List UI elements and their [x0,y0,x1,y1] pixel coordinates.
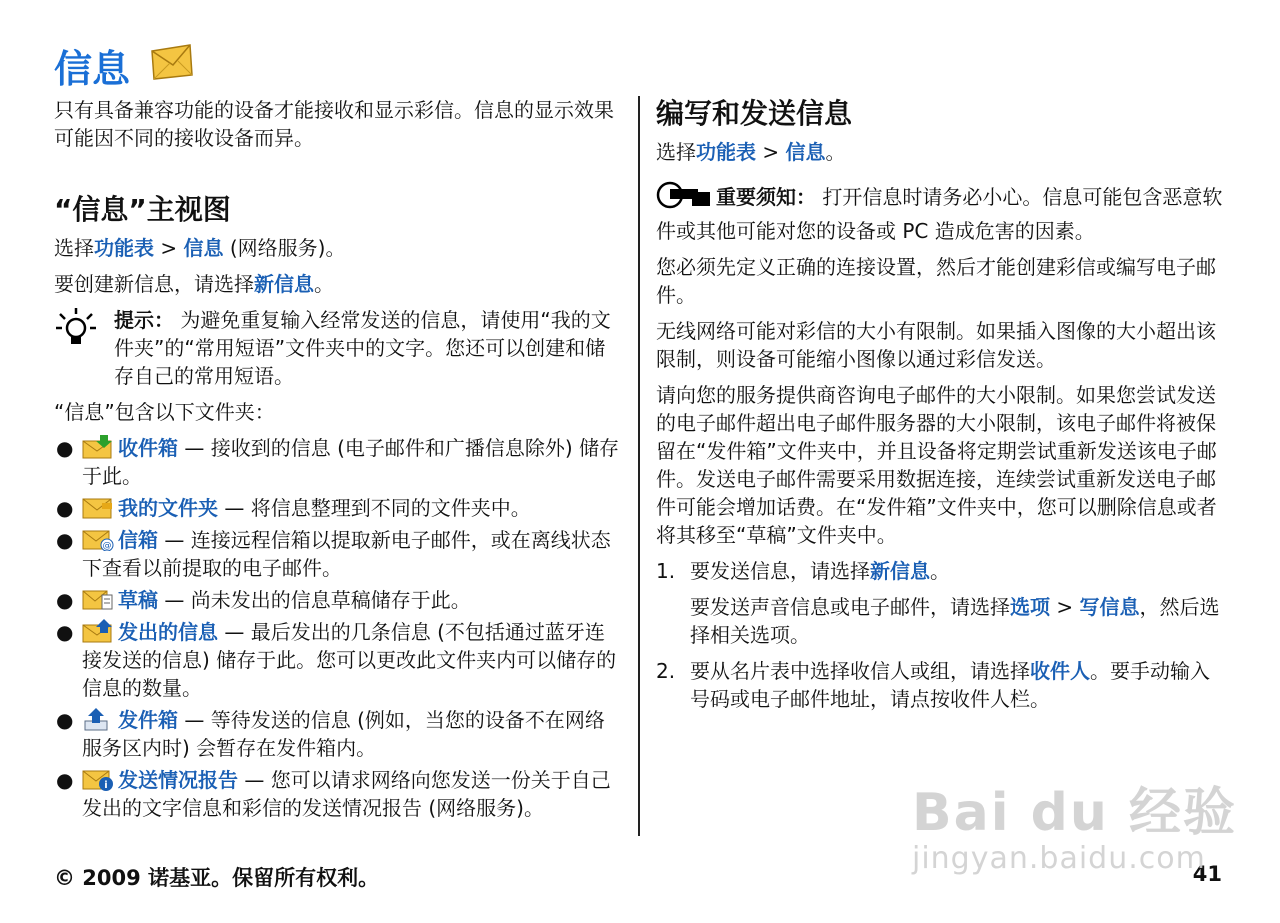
select-path-right: 选择功能表 > 信息。 [656,140,846,164]
folder-name-my-folders[interactable]: 我的文件夹 [118,496,218,520]
create-message-text: 要创建新信息，请选择新信息。 [54,272,334,296]
right-column [656,96,1224,721]
folder-name-inbox[interactable]: 收件箱 [118,436,178,460]
section-title-write-send: 编写和发送信息 [656,97,853,130]
tip-text: 为避免重复输入经常发送的信息，请使用“我的文件夹”的“常用短语”文件夹中的文字。您还可以创建和储存自己的常用短语。 [114,308,611,388]
write-message-link[interactable]: 写信息 [1079,595,1140,619]
recipient-link[interactable]: 收件人 [1030,659,1090,683]
watermark-line1: Bai du 经验 [912,783,1237,843]
page-title [54,38,194,93]
steps-list [656,557,1224,713]
folder-name-delivery-reports[interactable]: 发送情况报告 [118,768,238,792]
tip-label: 提示： [114,308,174,332]
column-divider [638,96,640,836]
folder-name-outbox[interactable]: 发件箱 [118,708,178,732]
new-message-link[interactable]: 新信息 [254,272,314,296]
page-title-text: 信息 [54,47,131,91]
important-label: 重要须知： [716,185,816,209]
folder-item-outbox: ● 发件箱 — 等待发送的信息 (例如，当您的设备不在网络服务区内时) 会暂存在发件箱内。 [56,708,605,760]
svg-text:i: i [104,780,108,791]
copyright-footer: © 2009 诺基亚。保留所有权利。 [54,866,380,890]
messaging-link[interactable]: 信息 [183,236,224,260]
sent-icon [82,619,114,643]
paragraph-size-limit: 无线网络可能对彩信的大小有限制。如果插入图像的大小超出该限制，则设备可能缩小图像以通过彩信发送。 [656,319,1216,371]
tip-box [54,306,624,390]
watermark-line2: jingyan.baidu.com [912,841,1206,876]
section-title-main-view: “信息”主视图 [54,193,231,226]
drafts-icon [82,587,114,611]
delivery-report-icon [82,767,114,791]
paragraph-connection-settings: 您必须先定义正确的连接设置，然后才能创建彩信或编写电子邮件。 [656,255,1216,307]
folder-item-drafts: ● 草稿 — 尚未发出的信息草稿储存于此。 [56,588,471,612]
envelope-icon [148,41,194,90]
folder-item-my-folders: ● 我的文件夹 — 将信息整理到不同的文件夹中。 [56,496,531,520]
step-1: 1. 要发送信息，请选择新信息。 要发送声音信息或电子邮件，请选择选项 > 写信息，然后选择相关选项。 [656,559,1220,647]
inbox-icon [82,435,114,459]
intro-paragraph: 只有具备兼容功能的设备才能接收和显示彩信。信息的显示效果可能因不同的接收设备而异。 [54,98,614,150]
options-link[interactable]: 选项 [1010,595,1050,619]
menu-link[interactable]: 功能表 [94,236,154,260]
folder-name-drafts[interactable]: 草稿 [118,588,158,612]
folder-name-mailbox[interactable]: 信箱 [118,528,158,552]
mailbox-icon [82,527,114,551]
menu-link-right[interactable]: 功能表 [696,140,756,164]
folder-name-sent[interactable]: 发出的信息 [118,620,218,644]
step-2: 2. 要从名片表中选择收信人或组，请选择收件人。要手动输入号码或电子邮件地址，请点按收件人栏。 [656,659,1210,711]
important-notice [656,180,1224,245]
paragraph-email-limit: 请向您的服务提供商咨询电子邮件的大小限制。如果您尝试发送的电子邮件超出电子邮件服务器的大小限制，该电子邮件将被保留在“发件箱”文件夹中，并且设备将定期尝试重新发送该电子邮件。发送电子邮件需要采用数据连接，连续尝试重新发送电子邮件可能会增加话费。在“发件箱”文件夹中，您可以删除信息或者将其移至“草稿”文件夹中。 [656,383,1217,547]
my-folders-icon [82,495,114,519]
baidu-watermark [912,770,1237,876]
folder-item-inbox: ● 收件箱 — 接收到的信息 (电子邮件和广播信息除外) 储存于此。 [56,436,620,488]
select-path: 选择功能表 > 信息 (网络服务)。 [54,236,346,260]
left-column [54,96,624,826]
folder-item-delivery-reports: ● i 发送情况报告 — 您可以请求网络向您发送一份关于自己发出的文字信息和彩信的发送情况报告 (网络服务)。 [56,768,611,820]
messaging-link-right[interactable]: 信息 [785,140,826,164]
svg-text:@: @ [102,541,112,551]
folders-intro: “信息”包含以下文件夹： [54,400,275,424]
outbox-icon [82,707,114,731]
folder-item-sent: ● 发出的信息 — 最后发出的几条信息 (不包括通过蓝牙连接发送的信息) 储存于此。您可以更改此文件夹内可以储存的信息的数量。 [56,620,617,700]
new-message-link-right[interactable]: 新信息 [870,559,930,583]
lightbulb-icon [54,306,102,390]
warning-hand-icon [656,180,712,217]
important-text: 打开信息时请务必小心。信息可能包含恶意软件或其他可能对您的设备或 PC 造成危害的因素。 [656,185,1223,243]
page-number: 41 [1192,862,1222,886]
folder-list [54,434,624,822]
folder-item-mailbox: ● @ 信箱 — 连接远程信箱以提取新电子邮件，或在离线状态下查看以前提取的电子邮件。 [56,528,611,580]
